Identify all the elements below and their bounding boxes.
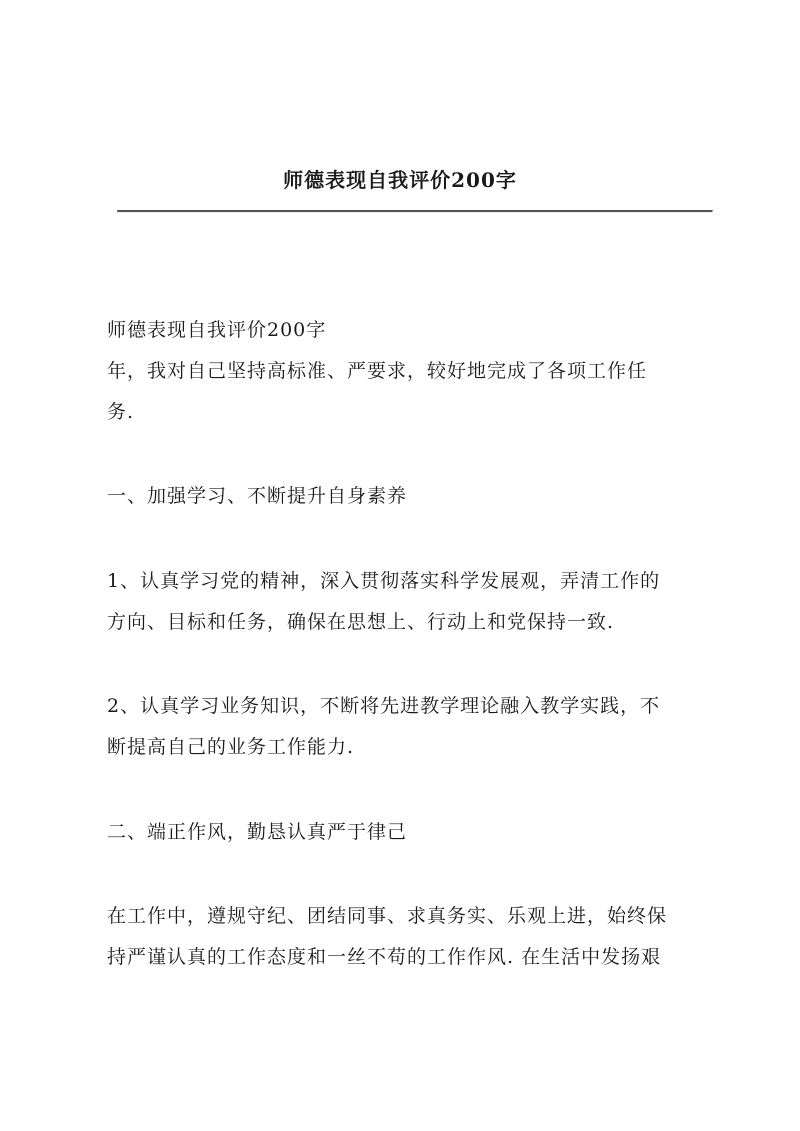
paragraph-line-1: 在工作中，遵规守纪、团结同事、求真务实、乐观上进，始终保: [107, 905, 668, 927]
item-1-line-1: 1、认真学习党的精神，深入贯彻落实科学发展观，弄清工作的: [107, 570, 661, 592]
section-heading-1: 一、加强学习、不断提升自身素养: [107, 485, 408, 507]
item-1-line-2: 方向、目标和任务，确保在思想上、行动上和党保持一致.: [107, 611, 615, 633]
intro-line-1: 年，我对自己坚持高标准、严要求，较好地完成了各项工作任: [107, 360, 648, 382]
document-title: 师德表现自我评价200字: [283, 168, 517, 192]
subtitle-line: 师德表现自我评价200字: [107, 319, 327, 341]
section-heading-2: 二、端正作风，勤恳认真严于律己: [107, 821, 408, 843]
item-2-line-2: 断提高自己的业务工作能力.: [107, 736, 355, 758]
title-divider: [117, 210, 713, 213]
item-2-line-1: 2、认真学习业务知识，不断将先进教学理论融入教学实践，不: [107, 695, 661, 717]
intro-line-2: 务.: [107, 401, 135, 423]
paragraph-line-2: 持严谨认真的工作态度和一丝不苟的工作作风. 在生活中发扬艰: [107, 946, 662, 968]
